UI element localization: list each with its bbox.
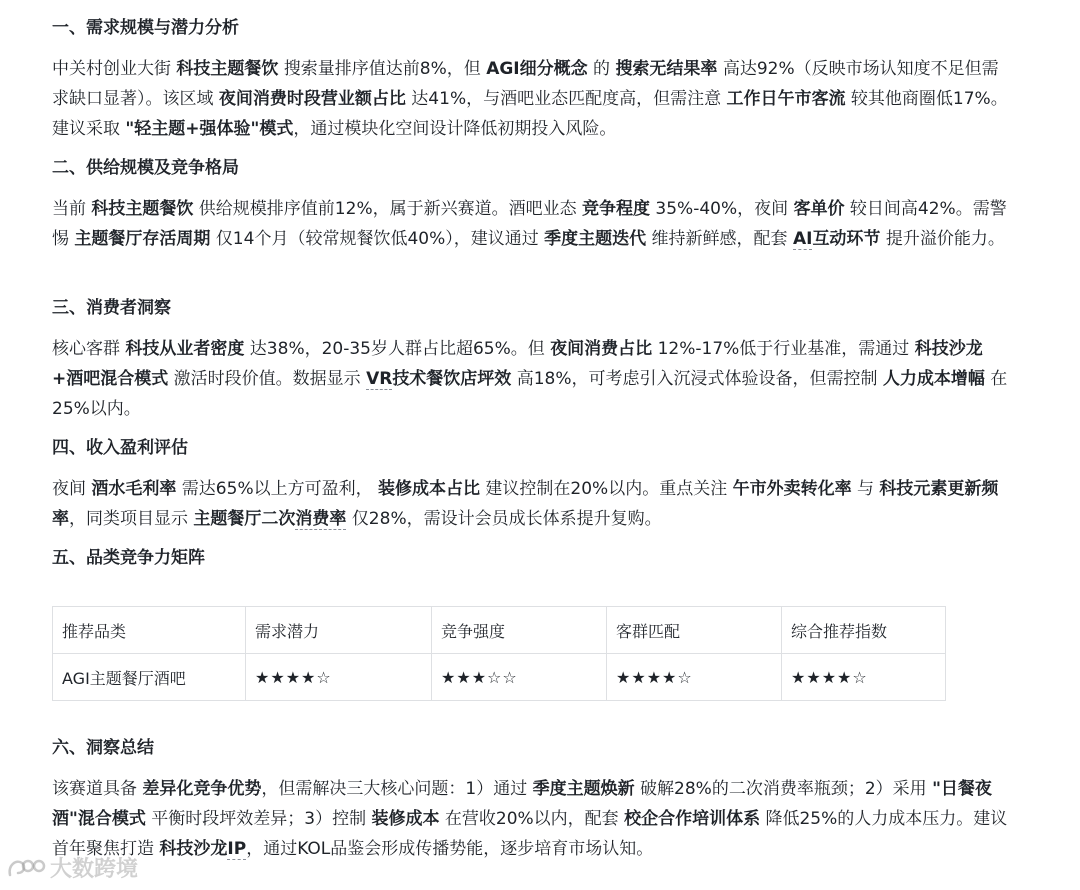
text-run: 搜索量排序值达前8%，但	[278, 59, 487, 79]
section-heading-demand: 一、需求规模与潜力分析	[52, 18, 239, 38]
watermark-text: 大数跨境	[50, 857, 139, 882]
bold-term: 装修成本占比	[378, 479, 480, 499]
text-run: 在营收20%以内，配套	[439, 809, 625, 829]
bold-term	[159, 839, 246, 860]
text-run: 维持新鲜感，配套	[646, 229, 793, 249]
text-run: 达41%，与酒吧业态匹配度高，但需注意	[405, 89, 727, 109]
text-run: 需达65%以上方可盈利，	[176, 479, 378, 499]
bold-term: 夜间消费时段营业额占比	[218, 89, 406, 109]
bold-term: AGI细分概念	[486, 59, 588, 79]
text-run: ，但需解决三大核心问题：1）通过	[261, 779, 533, 799]
text-run: 该赛道具备	[52, 779, 143, 799]
table-header-cell: 客群匹配	[607, 607, 782, 654]
text-run: 激活时段价值。数据显示	[168, 369, 367, 389]
text-run: 较其他商圈低17%。建议采取	[52, 89, 1008, 139]
bold-term: 搜索无结果率	[615, 59, 718, 79]
section-paragraph-revenue	[52, 474, 1012, 534]
bold-term-part: 科技沙龙	[159, 839, 228, 859]
bold-term-part: 技术餐饮店坪效	[392, 369, 512, 389]
text-run: 破解28%的二次消费率瓶颈；2）采用	[634, 779, 933, 799]
competitiveness-matrix-table	[52, 606, 946, 701]
bold-term: 季度主题焕新	[532, 779, 635, 799]
text-run: 在25%以内。	[52, 369, 1008, 419]
bold-term: 校企合作培训体系	[624, 809, 761, 829]
section-paragraph-supply	[52, 194, 1012, 254]
section-paragraph-demand	[52, 54, 1012, 144]
bold-term: 差异化竞争优势	[142, 779, 262, 799]
table-cell-category: AGI主题餐厅酒吧	[53, 654, 246, 701]
text-run: 高18%，可考虑引入沉浸式体验设备，但需控制	[511, 369, 883, 389]
text-run: 仅28%，需设计会员成长体系提升复购。	[346, 509, 662, 529]
section-heading-summary: 六、洞察总结	[52, 738, 154, 758]
text-run: 达38%，20-35岁人群占比超65%。但	[244, 339, 551, 359]
bold-term: 人力成本增幅	[882, 369, 985, 389]
text-run: ，同类项目显示	[69, 509, 194, 529]
text-run: 当前	[52, 199, 92, 219]
text-run: 的	[587, 59, 616, 79]
text-run: 建议控制在20%以内。重点关注	[480, 479, 733, 499]
underlined-term: VR	[366, 369, 393, 389]
rating-stars: ★★★★☆	[607, 654, 782, 701]
table-header-cell: 竞争强度	[432, 607, 607, 654]
section-paragraph-summary	[52, 774, 1012, 864]
bold-term-part: 主题餐厅二次	[193, 509, 296, 529]
text-run: 中关村创业大街	[52, 59, 177, 79]
text-run: 降低25%的人力成本压力。建议首年聚焦打造	[52, 809, 1008, 859]
bold-term: 午市外卖转化率	[732, 479, 852, 499]
underlined-term: AI	[792, 229, 813, 249]
section-heading-consumer: 三、消费者洞察	[52, 298, 171, 318]
text-run: 夜间	[52, 479, 92, 499]
bold-term: 竞争程度	[582, 199, 650, 219]
text-run: 供给规模排序值前12%，属于新兴赛道。酒吧业态	[193, 199, 582, 219]
bold-term: 科技沙龙+酒吧混合模式	[52, 339, 983, 389]
bold-term: 工作日午市客流	[726, 89, 846, 109]
text-run: 平衡时段坪效差异；3）控制	[145, 809, 372, 829]
section-heading-matrix: 五、品类竞争力矩阵	[52, 548, 205, 568]
bold-term: 科技从业者密度	[125, 339, 245, 359]
bold-term: 科技主题餐饮	[176, 59, 279, 79]
rating-stars: ★★★★☆	[246, 654, 432, 701]
datacross-logo-icon	[6, 855, 46, 881]
bold-term: 主题餐厅存活周期	[74, 229, 211, 249]
text-run: 核心客群	[52, 339, 126, 359]
text-run: 提升溢价能力。	[880, 229, 1005, 249]
bold-term: "日餐夜酒"混合模式	[52, 779, 992, 829]
bold-term-part: 互动环节	[812, 229, 881, 249]
text-run: 35%-40%，夜间	[650, 199, 794, 219]
section-heading-supply: 二、供给规模及竞争格局	[52, 158, 239, 178]
text-run: 高达92%（反映市场认知度不足但需求缺口显著）。该区域	[52, 59, 999, 109]
watermark	[6, 852, 138, 883]
underlined-term: 消费率	[295, 509, 347, 529]
table-header-row	[53, 607, 946, 654]
text-run: 较日间高42%。需警惕	[52, 199, 1007, 249]
bold-term: 客单价	[793, 199, 845, 219]
section-paragraph-consumer	[52, 334, 1012, 424]
section-heading-revenue: 四、收入盈利评估	[52, 438, 188, 458]
text-run: 12%-17%低于行业基准，需通过	[652, 339, 915, 359]
bold-term: 装修成本	[371, 809, 440, 829]
bold-term: 科技主题餐饮	[91, 199, 194, 219]
bold-term: 科技元素更新频率	[52, 479, 999, 529]
text-run: ，通过模块化空间设计降低初期投入风险。	[293, 119, 617, 139]
bold-term	[193, 509, 346, 530]
rating-stars: ★★★★☆	[782, 654, 946, 701]
table-header-cell: 需求潜力	[246, 607, 432, 654]
bold-term	[793, 229, 880, 250]
bold-term: "轻主题+强体验"模式	[125, 119, 294, 139]
text-run: ，通过KOL品鉴会形成传播势能，逐步培育市场认知。	[246, 839, 654, 859]
rating-stars: ★★★☆☆	[432, 654, 607, 701]
text-run: 与	[851, 479, 880, 499]
bold-term	[366, 369, 511, 390]
table-header-cell: 综合推荐指数	[782, 607, 946, 654]
underlined-term: IP	[227, 839, 247, 859]
text-run: 仅14个月（较常规餐饮低40%），建议通过	[210, 229, 545, 249]
table-header-cell: 推荐品类	[53, 607, 246, 654]
table-row	[53, 654, 946, 701]
bold-term: 季度主题迭代	[544, 229, 647, 249]
bold-term: 夜间消费占比	[550, 339, 653, 359]
bold-term: 酒水毛利率	[91, 479, 177, 499]
